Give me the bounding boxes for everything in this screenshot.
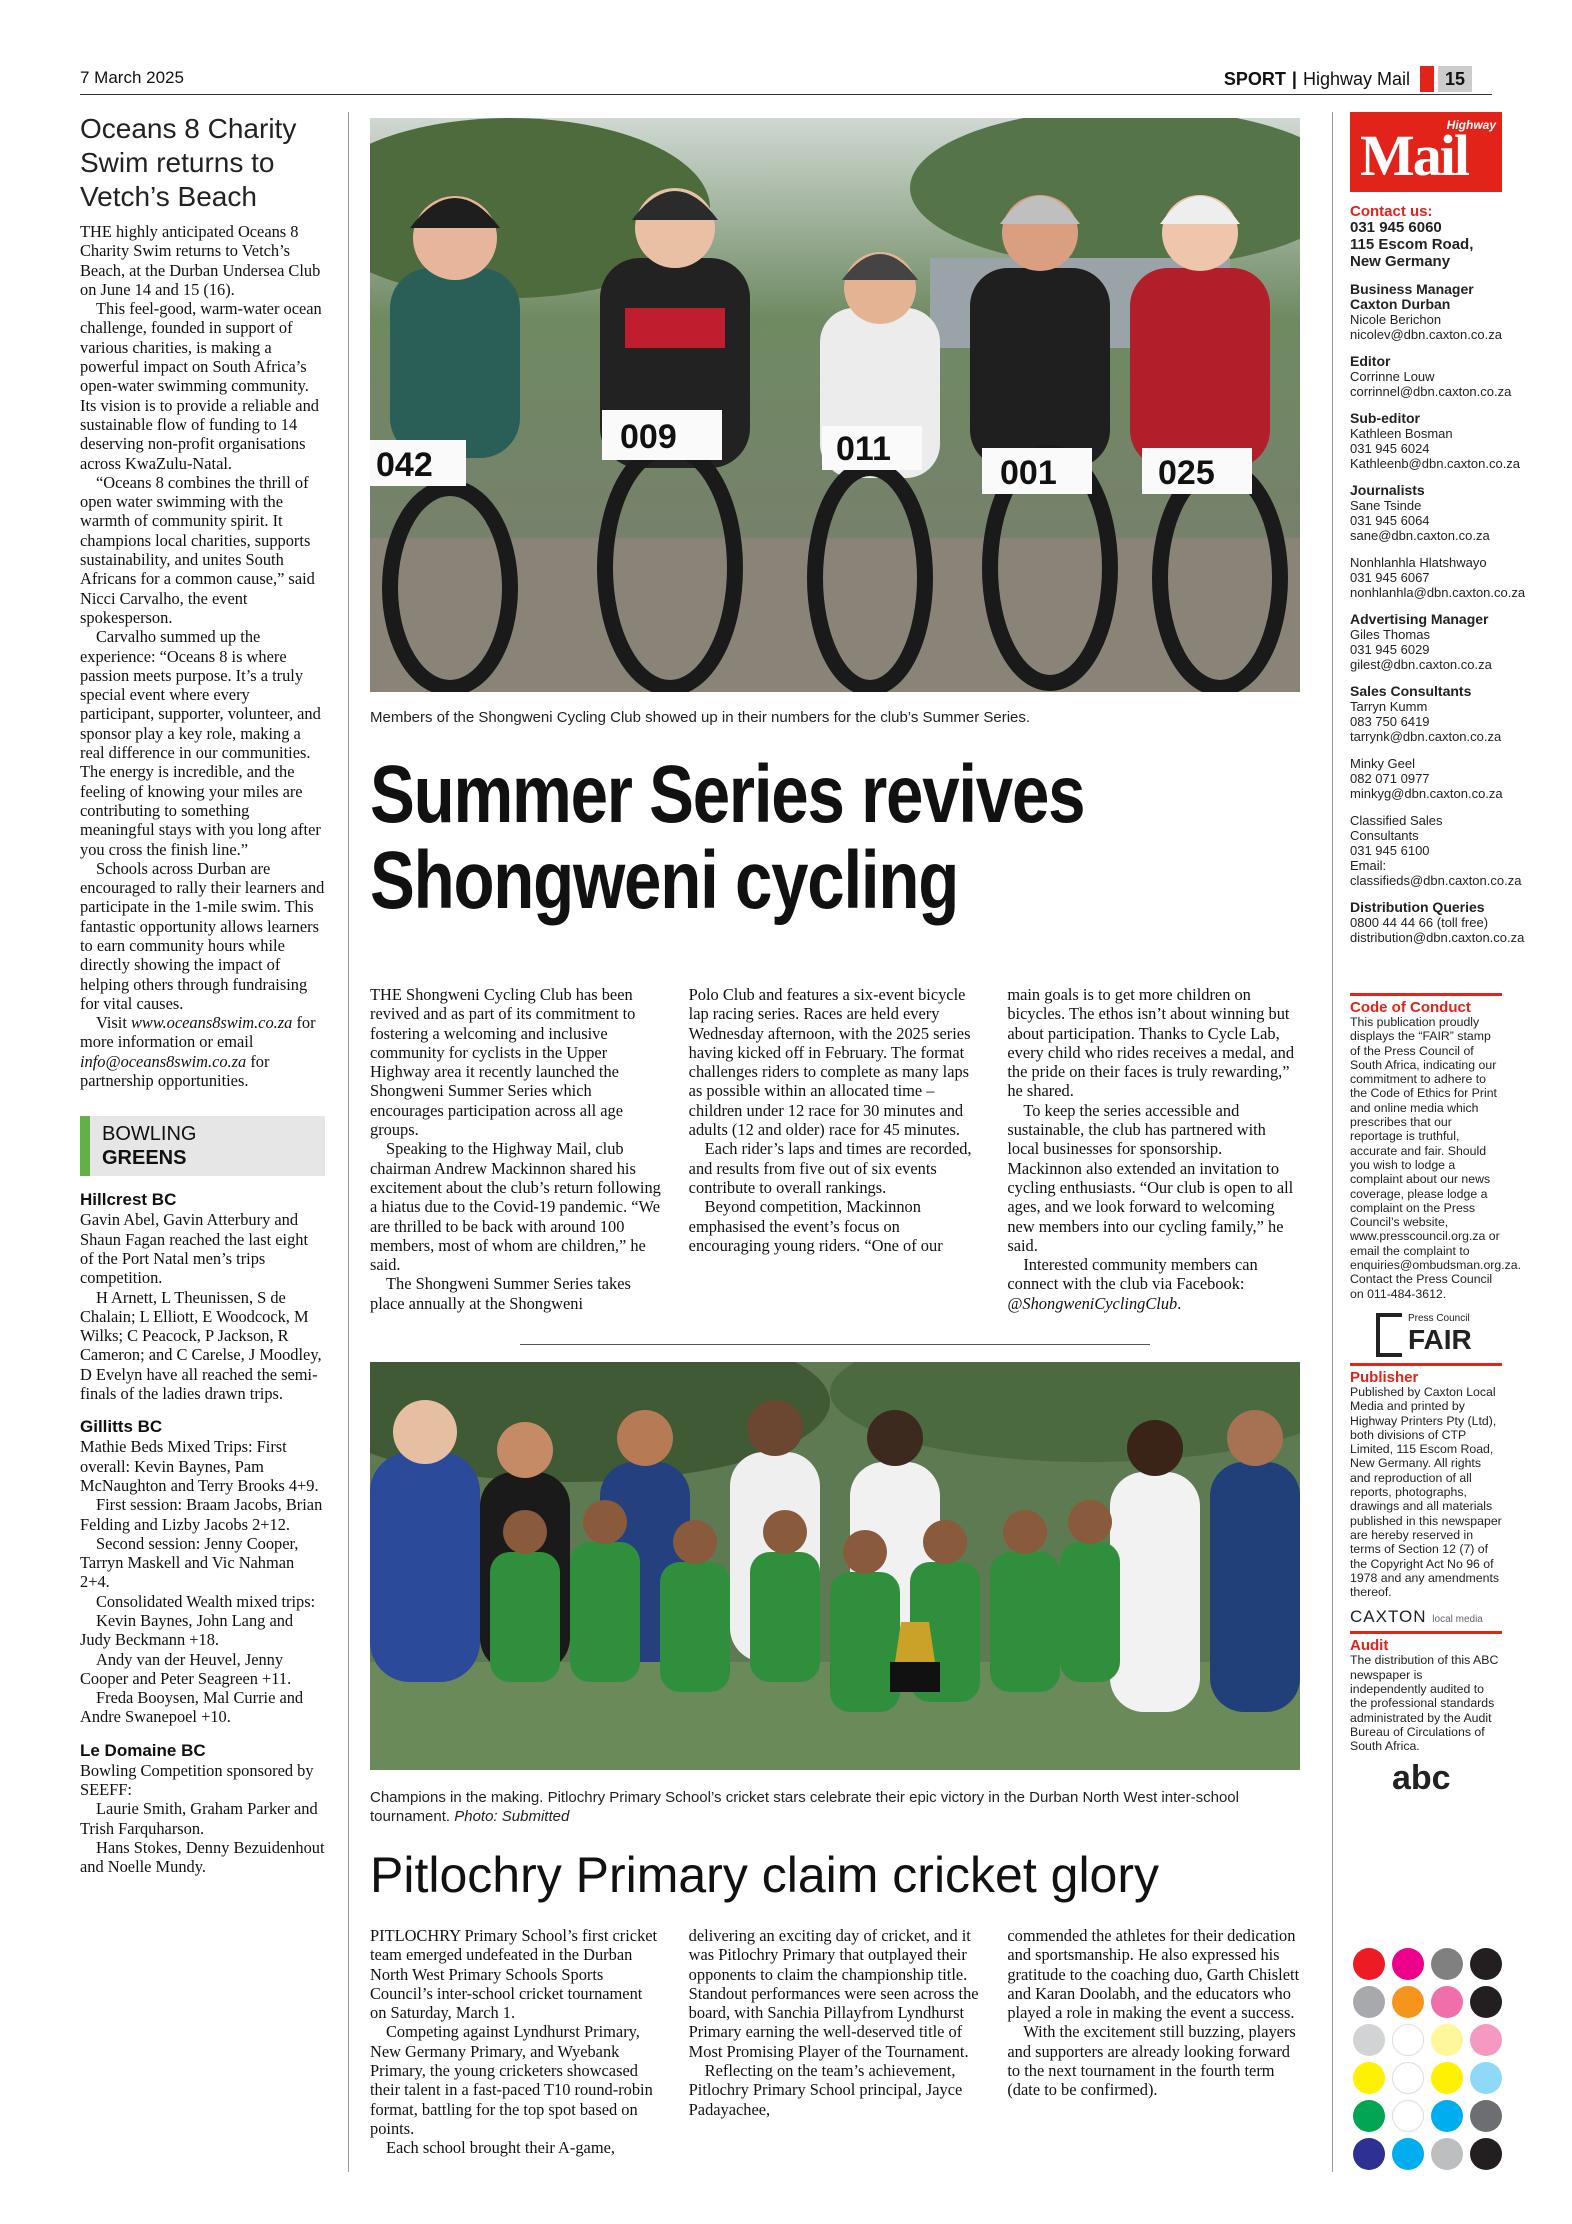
cycling-article (370, 985, 1300, 1313)
oceans-paragraph: THE highly anticipated Oceans 8 Charity Swim returns to Vetch’s Beach, at the Durban Undersea Club on June 14 and 15 (16). (80, 222, 321, 299)
cycling-paragraph: THE Shongweni Cycling Club has been revived and as part of its commitment to fostering a welcoming and inclusive community for cyclists in the Upper Highway area it recently launched the Shongweni Summer Series which encourages participation across all age groups. (370, 985, 636, 1140)
staff-entry: Nonhlanhla Hlatshwayo 031 945 6067 nonhlanhla@dbn.caxton.co.za (1350, 555, 1526, 600)
bowling-greens-banner (80, 1116, 325, 1176)
contact-address: 115 Escom Road, (1350, 236, 1474, 253)
audit-title: Audit (1350, 1637, 1389, 1655)
cricket-paragraph: delivering an exciting day of cricket, and it was Pitlochry Primary that outplayed their opponents to claim the championship title. Standout performances were seen across the board, with Sanchia Pillayfrom Lyndhurst Primary earning the well-deserved title of Most Promising Player of the Tournament. (688, 1926, 979, 2061)
club-paragraph: Andy van der Heuvel, Jenny Cooper and Peter Seagreen +11. (80, 1649, 292, 1688)
logo-small-text: Highway (1446, 118, 1496, 132)
audit-section (1350, 1631, 1502, 1753)
article-column (689, 1926, 982, 2158)
article-divider (520, 1344, 1150, 1345)
colour-dot (1392, 2024, 1424, 2056)
article-column (1007, 985, 1300, 1313)
colour-dot (1431, 2138, 1463, 2170)
cycling-paragraph: The Shongweni Summer Series takes place annually at the Shongweni (370, 1274, 631, 1313)
code-of-conduct-section (1350, 993, 1522, 1301)
logo-big-text: Mail (1360, 123, 1468, 188)
cricket-photo-caption: Champions in the making. Pitlochry Primary School’s cricket stars celebrate their epic victory in the Durban North West inter-school tournament. Photo: Submitted (370, 1789, 1239, 1825)
page-number: 15 (1438, 66, 1472, 92)
cycling-paragraph: Interested community members can connect with the club via Facebook: @ShongweniCyclingClub. (1007, 1255, 1258, 1313)
column-divider (348, 112, 349, 2172)
staff-entry: Sales Consultants Tarryn Kumm 083 750 6419 tarrynk@dbn.caxton.co.za (1350, 683, 1502, 744)
publication-name: Highway Mail (1302, 68, 1410, 89)
oceans-url-link[interactable]: www.oceans8swim.co.za (131, 1013, 293, 1033)
publisher-section (1350, 1363, 1502, 1599)
colour-dot (1470, 2100, 1502, 2132)
bike-plate: 011 (836, 430, 891, 468)
colour-dot (1353, 1948, 1385, 1980)
contact-label: Contact us: (1350, 203, 1433, 220)
press-council-fair-logo: Press Council FAIR (1376, 1313, 1502, 1357)
club-paragraph: First session: Braam Jacobs, Brian Felding and Lizby Jacobs 2+12. (80, 1495, 323, 1534)
colour-dot (1470, 1948, 1502, 1980)
coc-text: This publication proudly displays the “FAIR” stamp of the Press Council of South Africa, indicating our commitment to adhere to the Code of Ethics for Print and online media which prescribes that our reportage is truthful, accurate and fair. Should you wish to lodge a complaint about our news coverage, please lodge a complaint on the Press Council’s website, www.presscouncil.org.za or email the complaint to enquiries@ombudsman.org.za. Contact the Press Council on 011-484-3612. (1350, 1015, 1522, 1301)
colour-dot (1353, 2100, 1385, 2132)
oceans-email-link[interactable]: info@oceans8swim.co.za (80, 1051, 247, 1071)
colour-dot (1353, 1986, 1385, 2018)
article-column (370, 985, 663, 1313)
cycling-photo (370, 118, 1300, 692)
colour-dot (1392, 1986, 1424, 2018)
column-divider (1332, 112, 1333, 2172)
cricket-paragraph: Each school brought their A-game, (386, 2138, 615, 2158)
abc-logo: abc (1392, 1759, 1451, 1798)
header-red-block (1420, 66, 1434, 92)
club-name: Le Domaine BC (80, 1740, 206, 1760)
staff-entry: Editor Corrinne Louw corrinnel@dbn.caxton.co.za (1350, 353, 1512, 399)
colour-dot (1470, 1986, 1502, 2018)
oceans-paragraph: “Oceans 8 combines the thrill of open water swimming with the warmth of community spirit. It champions local charities, supports sustainability, and unites South Africans for a common cause,” said Nicci Carvalho, the event spokesperson. (80, 472, 315, 627)
publisher-text: Published by Caxton Local Media and printed by Highway Printers Pty (Ltd), both divisions of CTP Limited, 115 Escom Road, New Germany. All rights and reproduction of all reports, photographs, drawings and all materials published in this newspaper are hereby reserved in terms of Section 12 (7) of the Copyright Act No 96 of 1978 and any amendments thereof. (1350, 1384, 1502, 1600)
publisher-title: Publisher (1350, 1368, 1419, 1386)
staff-entry: Classified Sales Consultants 031 945 6100 Email: classifieds@dbn.caxton.co.za (1350, 813, 1522, 888)
bike-plate: 001 (1000, 454, 1057, 492)
article-column (370, 1926, 663, 2158)
cricket-paragraph: Competing against Lyndhurst Primary, New Germany Primary, and Wyebank Primary, the young cricketers showcased their talent in a fast-paced T10 round-robin format, battling for the top spot based on points. (370, 2022, 653, 2138)
greens-label: GREENS (102, 1147, 187, 1170)
oceans-article (80, 222, 325, 1090)
cycling-paragraph: To keep the series accessible and sustainable, the club has partnered with local businesses for sponsorship. Mackinnon also extended an invitation to cycling enthusiasts. “Our club is open to all ages, and we look forward to welcoming new members into our cycling family,” he said. (1007, 1100, 1294, 1255)
club-paragraph: Kevin Baynes, John Lang and Judy Beckmann +18. (80, 1611, 294, 1650)
cricket-paragraph: Reflecting on the team’s achievement, Pitlochry Primary School principal, Jayce Padayachee, (688, 2061, 963, 2119)
club-paragraph: Mathie Beds Mixed Trips: First overall: Kevin Baynes, Pam McNaughton and Terry Brooks 4+9. (80, 1437, 319, 1495)
colour-dot (1392, 2138, 1424, 2170)
oceans-contact-paragraph: Visit www.oceans8swim.co.za for more information or email info@oceans8swim.co.za for partnership opportunities. (80, 1013, 316, 1091)
colour-dot (1470, 2062, 1502, 2094)
club-paragraph: Hans Stokes, Denny Bezuidenhout and Noelle Mundy. (80, 1837, 325, 1877)
contact-address: New Germany (1350, 253, 1451, 270)
colour-registration-dots (1353, 1948, 1504, 2170)
staff-entry: Journalists Sane Tsinde 031 945 6064 sane@dbn.caxton.co.za (1350, 482, 1490, 543)
facebook-handle-link[interactable]: @ShongweniCyclingClub (1007, 1293, 1178, 1313)
contact-phone: 031 945 6060 (1350, 219, 1442, 236)
photo-credit: Photo: Submitted (454, 1808, 570, 1825)
cycling-paragraph: Speaking to the Highway Mail, club chairman Andrew Mackinnon shared his excitement about the club’s return following a hiatus due to the Covid-19 pandemic. “We are thrilled to be back with around 100 members, most of whom are children,” he said. (370, 1139, 661, 1275)
cycling-headline: Summer Series revives Shongweni cycling (370, 749, 1085, 926)
bike-plate: 042 (376, 446, 433, 484)
fair-mark-icon (1376, 1313, 1402, 1357)
masthead-rail (1350, 112, 1526, 1798)
colour-dot (1353, 2024, 1385, 2056)
staff-entry: Sub-editor Kathleen Bosman 031 945 6024 Kathleenb@dbn.caxton.co.za (1350, 410, 1521, 471)
colour-dot (1392, 1948, 1424, 1980)
cycling-photo-caption: Members of the Shongweni Cycling Club showed up in their numbers for the club’s Summer Series. (370, 709, 1031, 726)
club-paragraph: Freda Booysen, Mal Currie and Andre Swanepoel +10. (80, 1688, 304, 1727)
coc-title: Code of Conduct (1350, 999, 1471, 1016)
colour-dot (1353, 2138, 1385, 2170)
cricket-headline: Pitlochry Primary claim cricket glory (370, 1847, 1160, 1903)
club-paragraph: Bowling Competition sponsored by SEEFF: (80, 1760, 314, 1800)
colour-dot (1392, 2100, 1424, 2132)
cycling-paragraph: Polo Club and features a six-event bicycle lap racing series. Races are held every Wednesday afternoon, with the 2025 series having kicked off in February. The format challenges riders to complete as many laps as possible within an allocated time – children under 12 race for 30 minutes and adults (12 and older) race for 45 minutes. (688, 985, 971, 1140)
colour-dot (1470, 2024, 1502, 2056)
staff-entry: Minky Geel 082 071 0977 minkyg@dbn.caxton.co.za (1350, 756, 1503, 801)
staff-entry: Business Manager Caxton Durban Nicole Berichon nicolev@dbn.caxton.co.za (1350, 281, 1502, 342)
colour-dot (1431, 2024, 1463, 2056)
club-paragraph: Laurie Smith, Graham Parker and Trish Farquharson. (80, 1799, 318, 1838)
club-paragraph: H Arnett, L Theunissen, S de Chalain; L Elliott, E Woodcock, M Wilks; C Peacock, P Jackson, R Cameron; and C Carelse, J Moodley, D Evelyn have all reached the semi-finals of the ladies drawn trips. (80, 1287, 322, 1404)
cycling-paragraph: Each rider’s laps and times are recorded, and results from five out of six events contribute to overall rankings. (688, 1139, 972, 1197)
cycling-paragraph: Beyond competition, Mackinnon emphasised the event’s focus on encouraging young riders. “One of our (688, 1197, 943, 1255)
header-rule (80, 94, 1492, 95)
colour-dot (1431, 1948, 1463, 1980)
cricket-article (370, 1926, 1300, 2158)
club-name: Gillitts BC (80, 1417, 163, 1437)
club-name: Hillcrest BC (80, 1190, 177, 1210)
oceans-headline: Oceans 8 Charity Swim returns to Vetch’s Beach (80, 113, 297, 212)
bowling-label: BOWLING (102, 1123, 197, 1146)
colour-dot (1431, 2062, 1463, 2094)
club-paragraph: Gavin Abel, Gavin Atterbury and Shaun Fagan reached the last eight of the Port Natal men’s trips competition. (80, 1210, 309, 1288)
issue-date: 7 March 2025 (80, 68, 184, 87)
colour-dot (1470, 2138, 1502, 2170)
caxton-logo: CAXTON local media (1350, 1607, 1483, 1627)
colour-dot (1353, 2062, 1385, 2094)
page-header: SPORT | Highway Mail 15 (1224, 66, 1472, 92)
staff-entry: Advertising Manager Giles Thomas 031 945 6029 gilest@dbn.caxton.co.za (1350, 611, 1492, 672)
colour-dot (1431, 2100, 1463, 2132)
club-paragraph: Second session: Jenny Cooper, Tarryn Maskell and Vic Nahman 2+4. (80, 1533, 299, 1592)
oceans-paragraph: Carvalho summed up the experience: “Oceans 8 is where passion meets purpose. It’s a truly special event where every participant, supporter, volunteer, and sponsor play a key role, making a real difference in our communities. The energy is incredible, and the feeling of knowing your miles are contributing to something meaningful stays with you long after you cross the finish line.” (80, 627, 321, 859)
cricket-paragraph: With the excitement still buzzing, players and supporters are already looking forward to the next tournament in the fourth term (date to be confirmed). (1007, 2022, 1296, 2100)
cricket-paragraph: commended the athletes for their dedication and sportsmanship. He also expressed his gratitude to the coaching duo, Garth Chislett and Karan Doolabh, and the educators who played a role in making the event a success. (1007, 1926, 1300, 2023)
colour-dot (1392, 2062, 1424, 2094)
highway-mail-logo (1350, 112, 1502, 192)
bike-plate: 009 (620, 418, 677, 456)
article-column (689, 985, 982, 1313)
article-column (1007, 1926, 1300, 2158)
bike-plate: 025 (1158, 454, 1215, 492)
audit-text: The distribution of this ABC newspaper is independently audited to the professional standards administrated by the Audit Bureau of Circulations of South Africa. (1350, 1653, 1499, 1754)
oceans-paragraph: This feel-good, warm-water ocean challenge, founded in support of various charities, is making a powerful impact on South Africa’s open-water swimming community. Its vision is to provide a reliable and sustainable flow of funding to 14 deserving non-profit organisations across KwaZulu-Natal. (80, 299, 322, 473)
cycling-paragraph: main goals is to get more children on bicycles. The ethos isn’t about winning but about participation. Thanks to Cycle Lab, every child who rides receives a medal, and the pride on their faces is truly rewarding,” he shared. (1007, 985, 1295, 1101)
left-column (80, 112, 325, 1877)
club-paragraph: Consolidated Wealth mixed trips: (96, 1591, 316, 1611)
colour-dot (1431, 1986, 1463, 2018)
cricket-photo (370, 1362, 1300, 1770)
cricket-paragraph: PITLOCHRY Primary School’s first cricket team emerged undefeated in the Durban North West Primary Schools Sports Council’s inter-school cricket tournament on Saturday, March 1. (370, 1926, 658, 2023)
section-label: SPORT (1223, 68, 1286, 89)
oceans-paragraph: Schools across Durban are encouraged to rally their learners and participate in the 1-mile swim. This fantastic opportunity allows learners to earn community hours while directly showing the impact of helping others through fundraising for vital causes. (80, 858, 325, 1013)
staff-entry: Distribution Queries 0800 44 44 66 (toll free) distribution@dbn.caxton.co.za (1350, 899, 1525, 945)
bowling-results (80, 1190, 325, 1876)
